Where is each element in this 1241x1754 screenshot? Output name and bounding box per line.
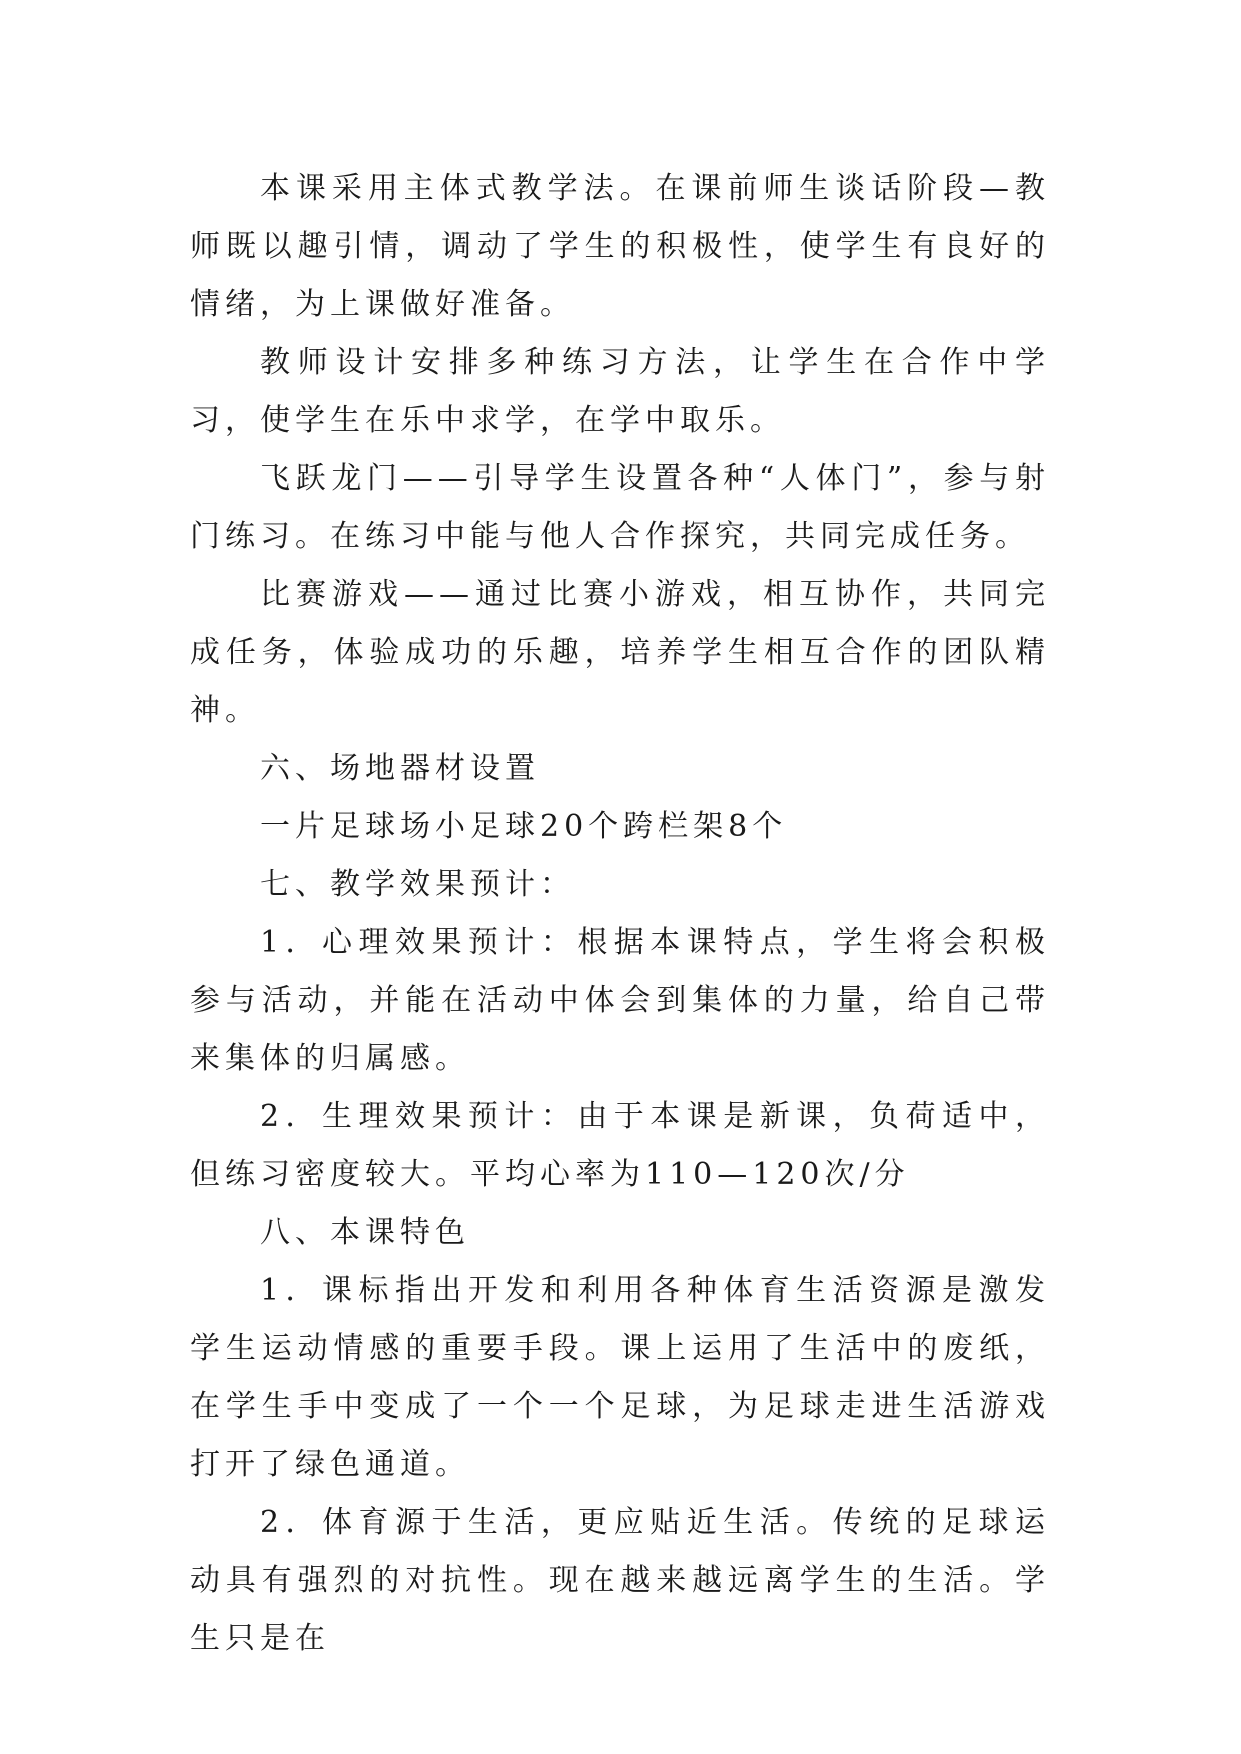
paragraph-feature-2: 2．体育源于生活，更应贴近生活。传统的足球运动具有强烈的对抗性。现在越来越远离学生的生活。学生只是在 [190,1505,1050,1656]
paragraph-practice-methods: 教师设计安排多种练习方法，让学生在合作中学习，使学生在乐中求学，在学中取乐。 [190,345,1050,438]
paragraph-competition-game: 比赛游戏——通过比赛小游戏，相互协作，共同完成任务，体验成功的乐趣，培养学生相互合作的团队精神。 [190,577,1050,728]
heading-venue-equipment: 六、场地器材设置 [260,751,540,786]
paragraph-teaching-method: 本课采用主体式教学法。在课前师生谈话阶段—教师既以趣引情，调动了学生的积极性，使学生有良好的情绪，为上课做好准备。 [190,171,1050,322]
heading-teaching-effect: 七、教学效果预计： [260,867,575,902]
paragraph-equipment-list: 一片足球场小足球20个跨栏架8个 [260,809,788,844]
paragraph-leap-dragon-gate: 飞跃龙门——引导学生设置各种“人体门”，参与射门练习。在练习中能与他人合作探究，共同完成任务。 [190,461,1050,554]
heading-lesson-features: 八、本课特色 [260,1215,470,1250]
document-body [190,160,1050,1668]
paragraph-psychological-effect: 1．心理效果预计：根据本课特点，学生将会积极参与活动，并能在活动中体会到集体的力量，给自己带来集体的归属感。 [190,925,1050,1076]
paragraph-physiological-effect: 2．生理效果预计：由于本课是新课，负荷适中，但练习密度较大。平均心率为110—120次/分 [190,1099,1050,1192]
paragraph-feature-1: 1．课标指出开发和利用各种体育生活资源是激发学生运动情感的重要手段。课上运用了生活中的废纸，在学生手中变成了一个一个足球，为足球走进生活游戏打开了绿色通道。 [190,1273,1050,1482]
